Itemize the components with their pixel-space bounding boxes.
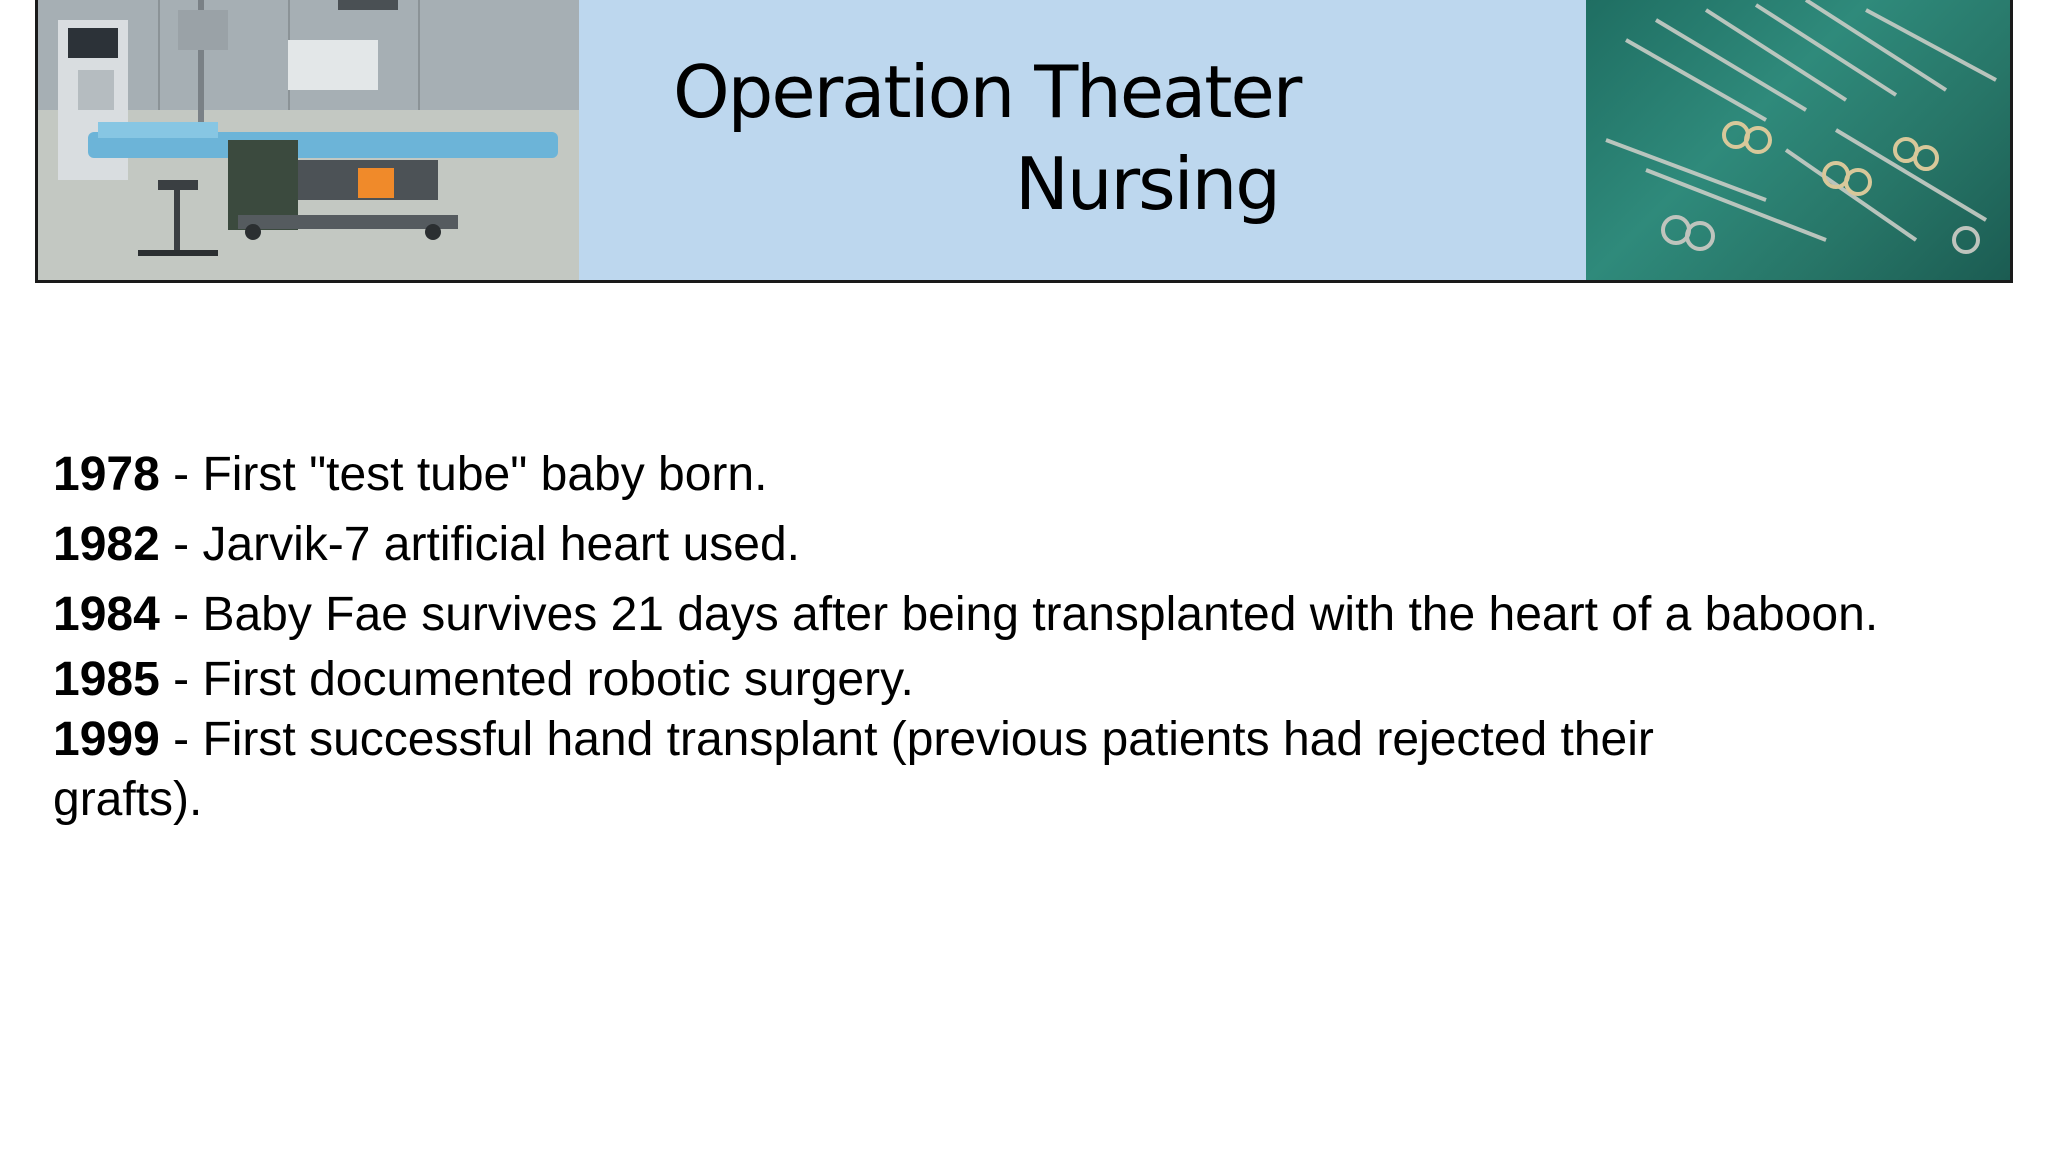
timeline-text: - First documented robotic surgery. — [159, 653, 914, 706]
timeline-text: - First "test tube" baby born. — [159, 448, 768, 501]
timeline-text: - Baby Fae survives 21 days after being transplanted with the heart of a baboon. — [159, 588, 1879, 641]
timeline-year: 1999 — [53, 713, 160, 766]
operating-room-photo — [38, 0, 579, 280]
timeline-item-1982 — [53, 510, 1913, 580]
timeline-list — [53, 440, 1913, 830]
title-box — [579, 0, 1590, 280]
slide-title-line2: Nursing — [1015, 142, 1279, 226]
timeline-item-1999 — [53, 710, 1813, 830]
timeline-year: 1985 — [53, 653, 160, 706]
timeline-text: - First successful hand transplant (previous patients had rejected their grafts). — [53, 713, 1654, 826]
timeline-text: - Jarvik-7 artificial heart used. — [159, 518, 800, 571]
timeline-item-1985 — [53, 650, 1913, 710]
header-banner — [35, 0, 2013, 283]
surgical-instruments-photo — [1586, 0, 2010, 280]
timeline-item-1984 — [53, 580, 1915, 650]
timeline-year: 1982 — [53, 518, 160, 571]
timeline-year: 1978 — [53, 448, 160, 501]
timeline-year: 1984 — [53, 588, 160, 641]
surgical-instruments-illustration — [1586, 0, 2010, 280]
operating-room-illustration — [38, 0, 579, 280]
timeline-item-1978 — [53, 440, 1913, 510]
slide-title-line1: Operation Theater — [673, 50, 1301, 134]
